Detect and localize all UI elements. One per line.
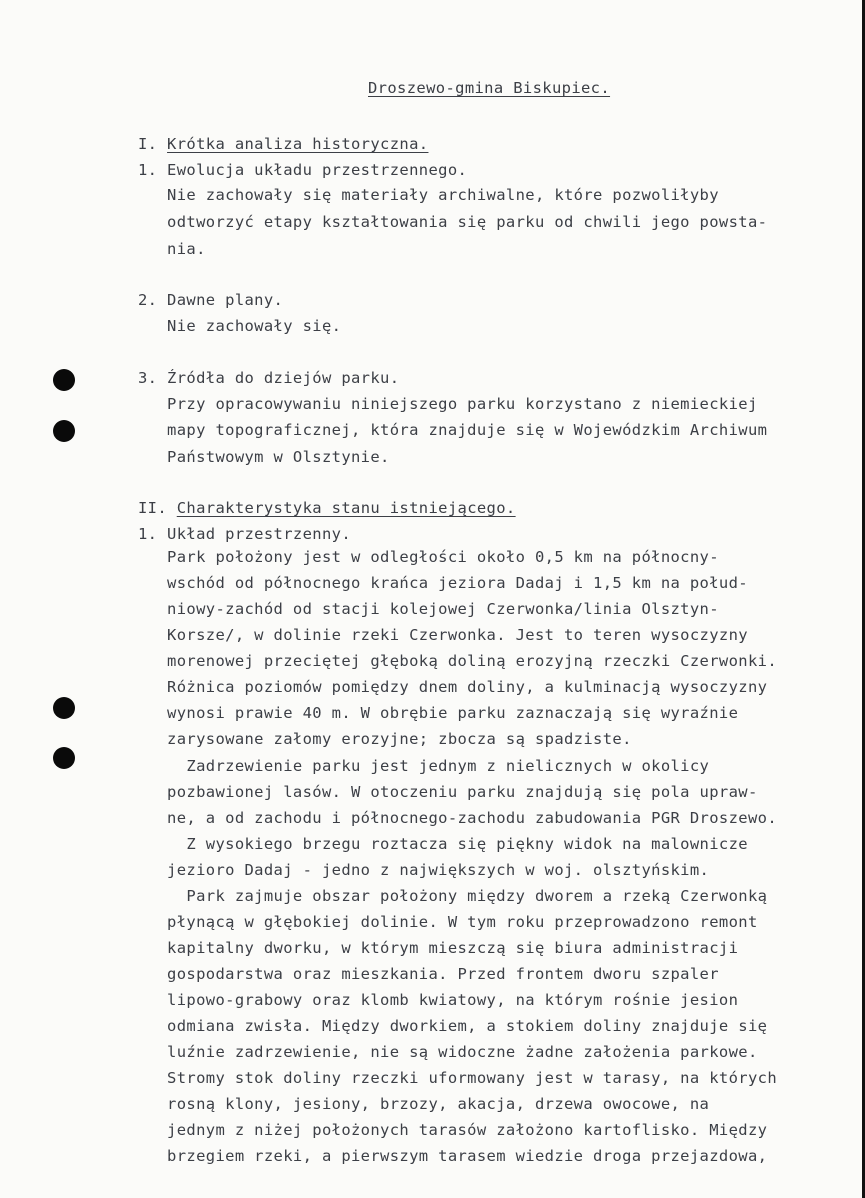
punch-hole	[53, 747, 75, 769]
text-line: zarysowane załomy erozyjne; zbocza są spadziste.	[138, 730, 632, 748]
punch-hole	[53, 420, 75, 442]
text-line: nia.	[138, 240, 206, 258]
text-line: niowy-zachód od stacji kolejowej Czerwonka/linia Olsztyn-	[138, 600, 719, 618]
text-line: morenowej przeciętej głęboką doliną erozyjną rzeczki Czerwonki.	[138, 652, 777, 670]
section-number: II.	[138, 499, 177, 517]
subsection-heading: 1. Ewolucja układu przestrzennego.	[138, 161, 468, 179]
text-line: Przy opracowywaniu niniejszego parku korzystano z niemieckiej	[138, 395, 758, 413]
text-line: lipowo-grabowy oraz klomb kwiatowy, na którym rośnie jesion	[138, 991, 739, 1009]
text-line: pozbawionej lasów. W otoczeniu parku znajdują się pola upraw-	[138, 783, 758, 801]
text-line: gospodarstwa oraz mieszkania. Przed frontem dworu szpaler	[138, 965, 719, 983]
text-line: wynosi prawie 40 m. W obrębie parku zaznaczają się wyraźnie	[138, 704, 739, 722]
text-line: odtworzyć etapy kształtowania się parku od chwili jego powsta-	[138, 213, 768, 231]
text-line: wschód od północnego krańca jeziora Dadaj i 1,5 km na połud-	[138, 574, 748, 592]
text-line: jednym z niżej położonych tarasów założono kartoflisko. Między	[138, 1121, 768, 1139]
text-line: Państwowym w Olsztynie.	[138, 448, 390, 466]
section-title: Charakterystyka stanu istniejącego.	[176, 499, 516, 517]
section-number: I.	[138, 135, 168, 153]
text-line: brzegiem rzeki, a pierwszym tarasem wiedzie droga przejazdowa,	[138, 1147, 768, 1165]
subsection-heading: 3. Źródła do dziejów parku.	[138, 369, 400, 387]
text-line: mapy topograficznej, która znajduje się w Wojewódzkim Archiwum	[138, 421, 768, 439]
text-line: Różnica poziomów pomiędzy dnem doliny, a kulminacją wysoczyzny	[138, 678, 768, 696]
text-line: płynącą w głębokiej dolinie. W tym roku przeprowadzono remont	[138, 913, 758, 931]
punch-hole	[53, 369, 75, 391]
text-line: Nie zachowały się materiały archiwalne, które pozwoliłyby	[138, 186, 719, 204]
text-line: rosną klony, jesiony, brzozy, akacja, drzewa owocowe, na	[138, 1095, 710, 1113]
text-line: Park zajmuje obszar położony między dworem a rzeką Czerwonką	[138, 887, 768, 905]
subsection-heading: 2. Dawne plany.	[138, 291, 284, 309]
section-heading	[138, 498, 516, 518]
text-line: Stromy stok doliny rzeczki uformowany jest w tarasy, na których	[138, 1069, 777, 1087]
subsection-heading: 1. Układ przestrzenny.	[138, 525, 351, 543]
text-line: jezioro Dadaj - jedno z największych w woj. olsztyńskim.	[138, 861, 710, 879]
punch-hole	[53, 697, 75, 719]
text-line: odmiana zwisła. Między dworkiem, a stokiem doliny znajduje się	[138, 1017, 768, 1035]
text-line: kapitalny dworku, w którym mieszczą się biura administracji	[138, 939, 739, 957]
text-line: ne, a od zachodu i północnego-zachodu zabudowania PGR Droszewo.	[138, 809, 777, 827]
text-line: Z wysokiego brzegu roztacza się piękny widok na malownicze	[138, 835, 748, 853]
text-line: luźnie zadrzewienie, nie są widoczne żadne założenia parkowe.	[138, 1043, 758, 1061]
section-heading	[138, 134, 428, 154]
text-line: Park położony jest w odległości około 0,5 km na północny-	[138, 548, 719, 566]
text-line: Korsze/, w dolinie rzeki Czerwonka. Jest to teren wysoczyzny	[138, 626, 748, 644]
text-line: Nie zachowały się.	[138, 317, 342, 335]
document-title: Droszewo-gmina Biskupiec.	[368, 79, 611, 97]
text-line: Zadrzewienie parku jest jednym z nielicznych w okolicy	[138, 757, 710, 775]
section-title: Krótka analiza historyczna.	[167, 135, 429, 153]
